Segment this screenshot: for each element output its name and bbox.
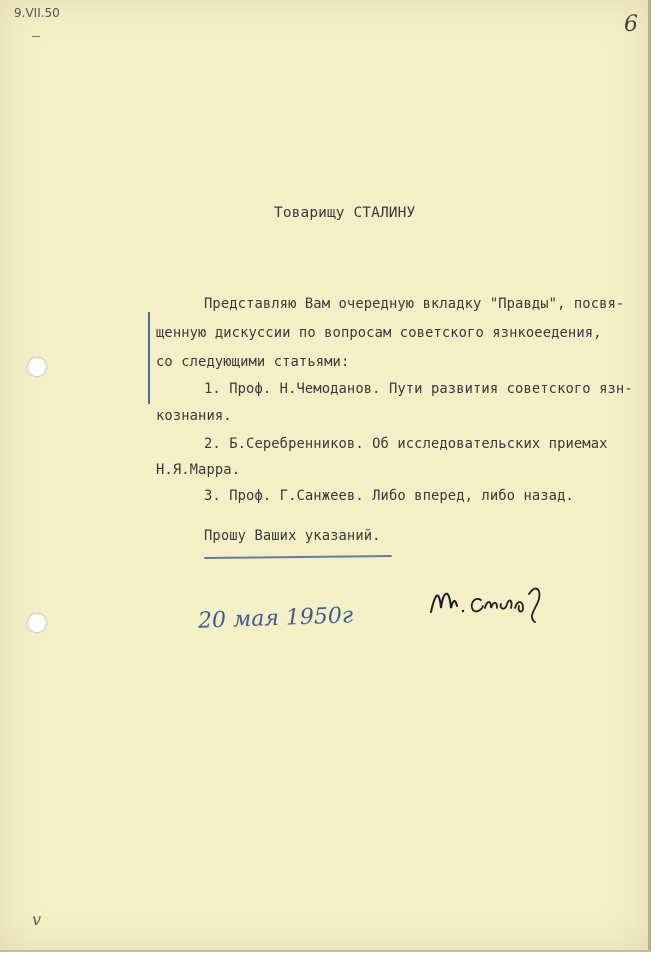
signature-image bbox=[425, 578, 565, 628]
blue-margin-mark bbox=[148, 312, 150, 404]
handwritten-date: 20 мая 1950г bbox=[197, 603, 354, 634]
check-mark-note: v bbox=[32, 910, 42, 929]
article-item: 3. Проф. Г.Санжеев. Либо вперед, либо назад. bbox=[204, 488, 574, 504]
archive-dash-mark bbox=[32, 36, 40, 37]
body-line: со следующими статьями: bbox=[156, 354, 350, 370]
article-item-continuation: кознания. bbox=[156, 408, 232, 424]
closing-line: Прошу Ваших указаний. bbox=[204, 528, 381, 544]
blue-underline-mark bbox=[204, 555, 392, 559]
body-line: Представляю Вам очередную вкладку "Правды", посвя- bbox=[204, 296, 625, 312]
addressee-line: Товарищу СТАЛИНУ bbox=[274, 205, 416, 221]
binder-hole-top bbox=[28, 358, 46, 376]
article-item: 1. Проф. Н.Чемоданов. Пути развития советского язн- bbox=[204, 381, 633, 397]
binder-hole-bottom bbox=[28, 614, 46, 632]
article-item-continuation: Н.Я.Марра. bbox=[156, 462, 241, 478]
page-number-note: 6 bbox=[624, 12, 638, 37]
archive-date-note: 9.VII.50 bbox=[14, 6, 60, 20]
body-line: щенную дискуссии по вопросам советского язнкоеедения, bbox=[156, 325, 602, 341]
article-item: 2. Б.Серебренников. Об исследовательских приемах bbox=[204, 436, 608, 452]
